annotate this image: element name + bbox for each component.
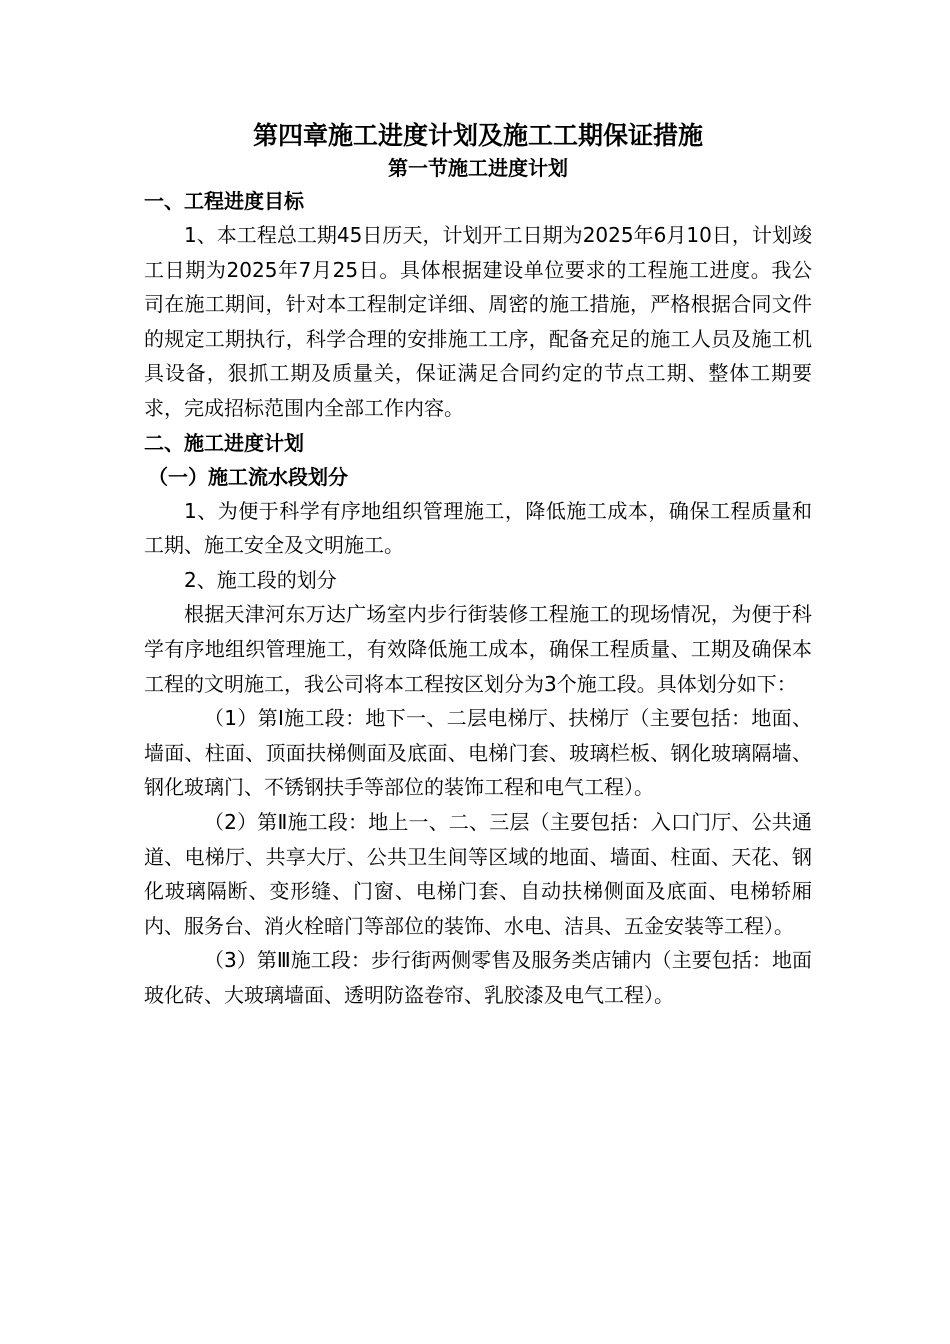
section-title: 第一节施工进度计划 xyxy=(388,156,568,180)
paragraph-division-intro: 根据天津河东万达广场室内步行街装修工程施工的现场情况，为便于科学有序地组织管理施工，有效降低施工成本，确保工程质量、工期及确保本工程的文明施工，我公司将本工程按区划分为3个施工段。具体划分如下： xyxy=(144,602,812,696)
list-item-stage-2: （2）第Ⅱ施工段：地上一、二、三层（主要包括：入口门厅、公共通道、电梯厅、共享大厅、公共卫生间等区域的地面、墙面、柱面、天花、钢化玻璃隔断、变形缝、门窗、电梯门套、自动扶梯侧面及底面、电梯轿厢内、服务台、消火栓暗门等部位的装饰、水电、洁具、五金安装等工程）。 xyxy=(144,809,812,938)
chapter-title: 第四章施工进度计划及施工工期保证措施 xyxy=(252,121,703,150)
paragraph-purpose: 1、为便于科学有序地组织管理施工，降低施工成本，确保工程质量和工期、施工安全及文明施工。 xyxy=(144,498,812,558)
paragraph-division-title: 2、施工段的划分 xyxy=(184,567,337,592)
list-item-stage-3: （3）第Ⅲ施工段：步行街两侧零售及服务类店铺内（主要包括：地面玻化砖、大玻璃墙面、透明防盗卷帘、乳胶漆及电气工程）。 xyxy=(144,948,812,1007)
list-item-stage-1: （1）第Ⅰ施工段：地下一、二层电梯厅、扶梯厅（主要包括：地面、墙面、柱面、顶面扶梯侧面及底面、电梯门套、玻璃栏板、钢化玻璃隔墙、钢化玻璃门、不锈钢扶手等部位的装饰工程和电气工程）。 xyxy=(144,706,812,800)
document-body xyxy=(144,118,812,1012)
heading-progress-plan: 二、施工进度计划 xyxy=(144,430,304,455)
paragraph-progress-goal: 1、本工程总工期45日历天，计划开工日期为2025年6月10日，计划竣工日期为2025年7月25日。具体根据建设单位要求的工程施工进度。我公司在施工期间，针对本工程制定详细、周密的施工措施，严格根据合同文件的规定工期执行，科学合理的安排施工工序，配备充足的施工人员及施工机具设备，狠抓工期及质量关，保证满足合同约定的节点工期、整体工期要求，完成招标范围内全部工作内容。 xyxy=(144,223,812,420)
heading-progress-goal: 一、工程进度目标 xyxy=(144,189,304,213)
subheading-flow-division: （一）施工流水段划分 xyxy=(148,464,348,489)
